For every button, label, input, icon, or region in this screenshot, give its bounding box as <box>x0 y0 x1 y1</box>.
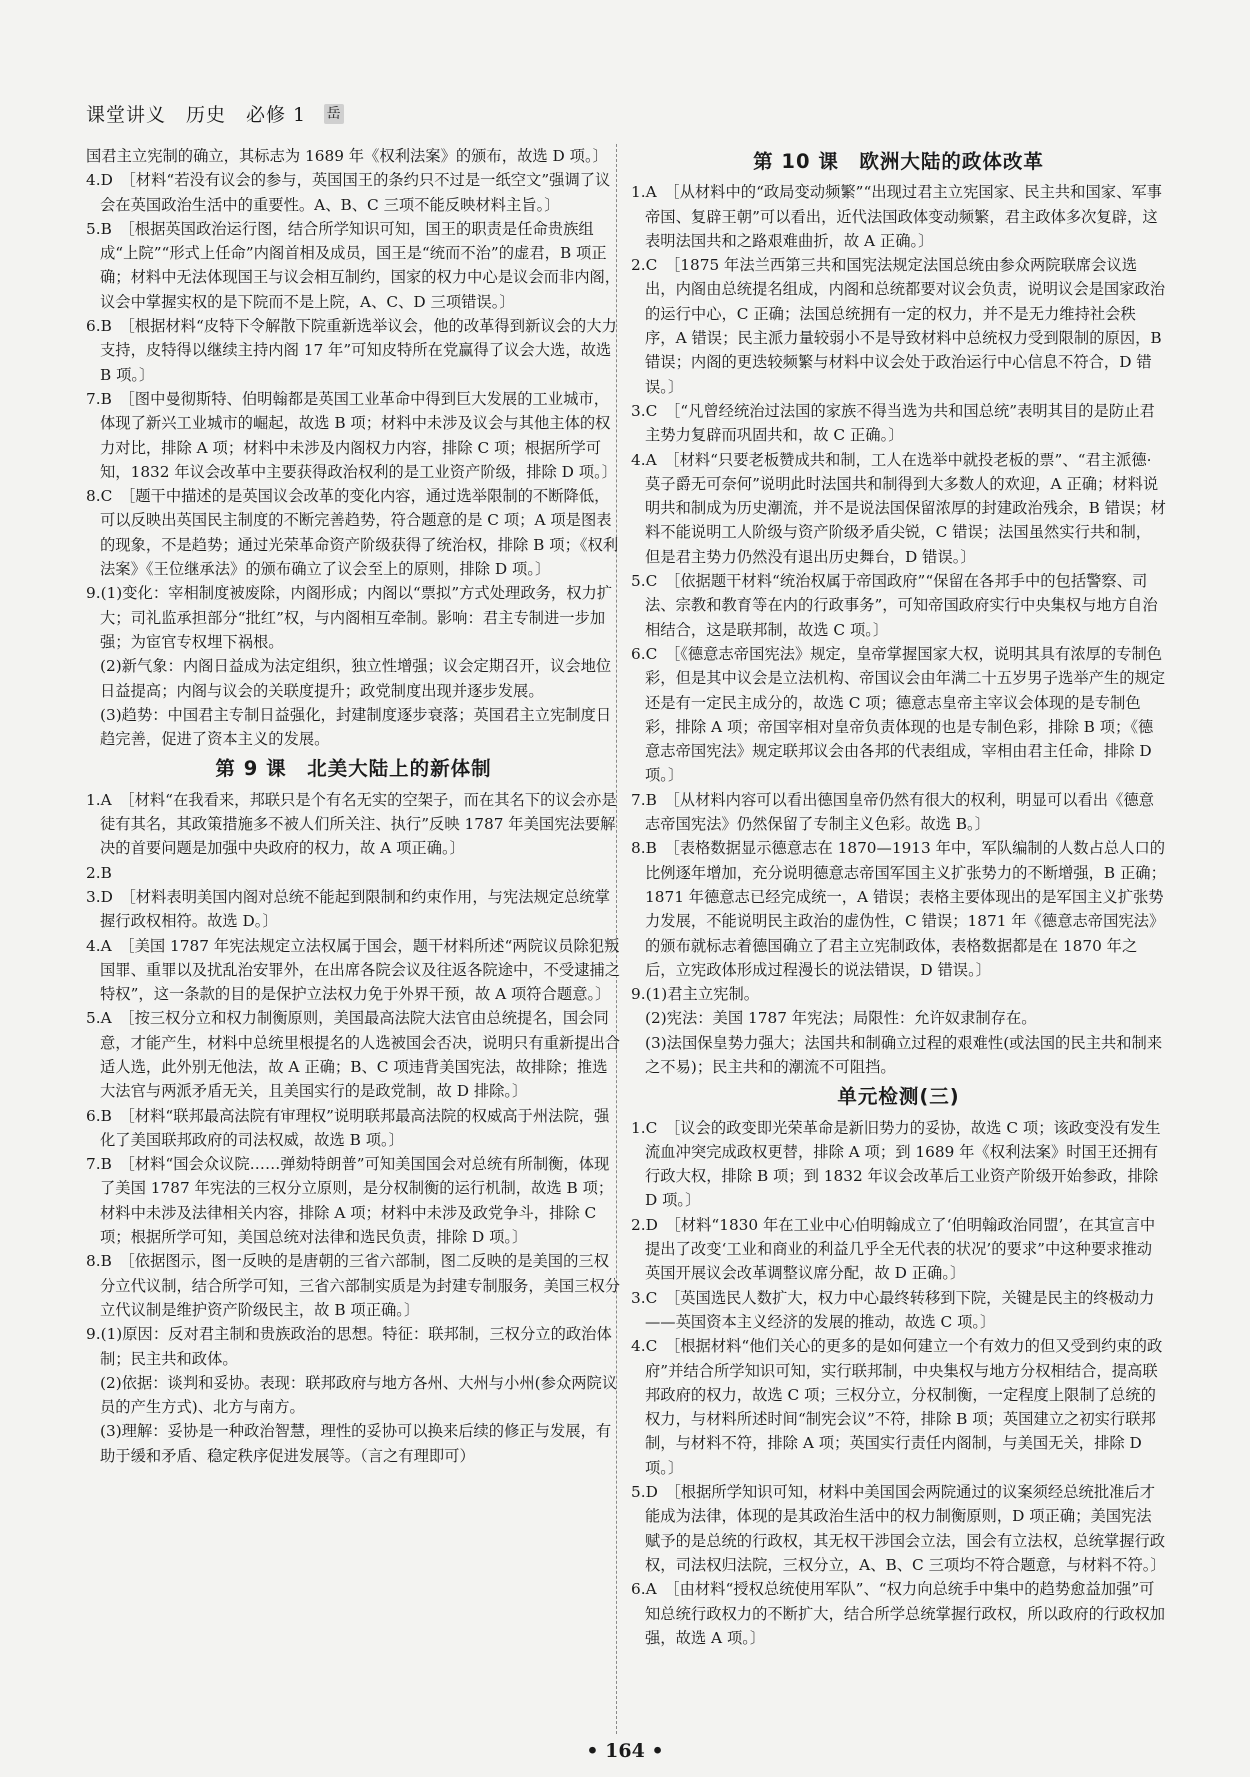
answer-subitem: (2)宪法：美国 1787 年宪法；局限性：允许奴隶制存在。 <box>645 1009 1037 1028</box>
answer-item: 8.B ［依据图示，图一反映的是唐朝的三省六部制，图二反映的是美国的三权分立代议制，结合所学可知，三省六部制实质是为封建专制服务，美国三权分立代议制是维护资产阶级民主，故 B 项正确。〕 <box>86 1252 621 1319</box>
answer-item: 3.C ［“凡曾经统治过法国的家族不得当选为共和国总统”表明其目的是防止君主势力复辟而巩固共和，故 C 正确。〕 <box>631 401 1155 445</box>
section-title-lesson-10: 第 10 课 欧洲大陆的政体改革 <box>753 150 1044 173</box>
answer-item: 4.A ［美国 1787 年宪法规定立法权属于国会，题干材料所述“两院议员除犯叛国罪、重罪以及扰乱治安罪外，在出席各院会议及往返各院途中，不受逮捕之特权”，这一条款的目的是保护立法权力免于外界干预，故 A 项符合题意。〕 <box>86 936 621 1004</box>
answer-item: 1.A ［材料“在我看来，邦联只是个有名无实的空架子，而在其名下的议会亦是徒有其名，其政策措施多不被人们所关注、执行”反映 1787 年美国宪法要解决的首要问题是加强中央政府的权力，故 A 项正确。〕 <box>86 790 617 858</box>
page-header <box>86 100 344 127</box>
answer-item: 7.B ［材料“国会众议院……弹劾特朗普”可知美国国会对总统有所制衡，体现了美国 1787 年宪法的三权分立原则，是分权制衡的运行机制，故选 B 项；材料中未涉及法律相关内容，排除 A 项；材料中未涉及政党争斗，排除 C 项；根据所学可知，美国总统对法律和选民负责，排除 D 项。〕 <box>86 1155 614 1247</box>
answer-item: 7.B ［图中曼彻斯特、伯明翰都是英国工业革命中得到巨大发展的工业城市，体现了新兴工业城市的崛起，故选 B 项；材料中未涉及议会与其他主体的权力对比，排除 A 项；材料中未涉及内阁权力内容，排除 C 项；根据所学可知，1832 年议会改革中主要获得政治权利的是工业资产阶级，排除 D 项。〕 <box>86 389 618 481</box>
answer-item: 5.B ［根据英国政治运行图，结合所学知识可知，国王的职责是任命贵族组成“上院”“形式上任命”内阁首相及成员，国王是“统而不治”的虚君，B 项正确；材料中无法体现国王与议会相互制约，国家的权力中心是议会而非内阁，议会中掌握实权的是下院而不是上院，A、C、D 三项错误。〕 <box>86 219 621 311</box>
answer-item: 2.B <box>86 863 112 882</box>
answer-subitem: (3)理解：妥协是一种政治智慧，理性的妥协可以换来后续的修正与发展，有助于缓和矛盾、稳定秩序促进发展等。（言之有理即可） <box>100 1422 612 1465</box>
answer-item: 6.C ［《德意志帝国宪法》规定，皇帝掌握国家大权，说明其具有浓厚的专制色彩，但是其中议会是立法机构、帝国议会由年满二十五岁男子选举产生的规定还是有一定民主成分的，故选 C 项；德意志皇帝主宰议会体现的是专制色彩，排除 A 项；帝国宰相对皇帝负责体现的也是专制色彩，排除 B 项；《德意志帝国宪法》规定联邦议会由各邦的代表组成，宰相由君主任命，排除 D 项。〕 <box>631 644 1166 785</box>
answer-item: 2.D ［材料“1830 年在工业中心伯明翰成立了‘伯明翰政治同盟’，在其宣言中提出了改变‘工业和商业的利益几乎全无代表的状况’的要求”中这种要求推动英国开展议会改革调整议席分配，故 D 正确。〕 <box>631 1215 1156 1283</box>
answer-item: 6.B ［材料“联邦最高法院有审理权”说明联邦最高法院的权威高于州法院，强化了美国联邦政府的司法权威，故选 B 项。〕 <box>86 1106 610 1149</box>
answer-subitem: (2)新气象：内阁日益成为法定组织，独立性增强；议会定期召开，议会地位日益提高；内阁与议会的关联度提升；政党制度出现并逐步发展。 <box>100 657 612 700</box>
answer-subitem: (3)法国保皇势力强大；法国共和制确立过程的艰难性(或法国的民主共和制来之不易)；民主共和的潮流不可阻挡。 <box>645 1033 1163 1076</box>
answer-subitem: (2)依据：谈判和妥协。表现：联邦政府与地方各州、大州与小州(参众两院议员的产生方式)、北方与南方。 <box>100 1373 618 1417</box>
edition-badge: 岳 <box>324 104 344 124</box>
answer-item: 国君主立宪制的确立，其标志为 1689 年《权利法案》的颁布，故选 D 项。〕 <box>86 147 608 165</box>
answer-item: 1.A ［从材料中的“政局变动频繁”“出现过君主立宪国家、民主共和国家、军事帝国、复辟王朝”可以看出，近代法国政体变动频繁，君主政体多次复辟，这表明法国共和之路艰难曲折，故 A 正确。〕 <box>631 183 1162 250</box>
answer-item: 3.C ［英国选民人数扩大，权力中心最终转移到下院，关键是民主的终极动力——英国资本主义经济的发展的推动，故选 C 项。〕 <box>631 1288 1155 1331</box>
answer-item: 8.C ［题干中描述的是英国议会改革的变化内容，通过选举限制的不断降低，可以反映出英国民主制度的不断完善趋势，符合题意的是 C 项；A 项是图表的现象，不是趋势；通过光荣革命资产阶级获得了统治权，排除 B 项；《权利法案》《王位继承法》的颁布确立了议会至上的原则，排除 D 项。〕 <box>86 487 619 579</box>
answer-item: 9.(1)君主立宪制。 <box>631 985 760 1004</box>
answer-subitem: (3)趋势：中国君主专制日益强化，封建制度逐步衰落；英国君主立宪制度日趋完善，促进了资本主义的发展。 <box>100 705 612 749</box>
page-number: • 164 • <box>586 1740 664 1762</box>
answer-item: 5.C ［依据题干材料“统治权属于帝国政府”“保留在各邦手中的包括警察、司法、宗教和教育等在内的行政事务”，可知帝国政府实行中央集权与地方自治相结合，这是联邦制，故选 C 项。〕 <box>631 572 1158 639</box>
left-column <box>86 144 621 1468</box>
answer-item: 6.A ［由材料“授权总统使用军队”、“权力向总统手中集中的趋势愈益加强”可知总统行政权力的不断扩大，结合所学总统掌握行政权，所以政府的行政权加强，故选 A 项。〕 <box>631 1580 1166 1647</box>
answer-item: 2.C ［1875 年法兰西第三共和国宪法规定法国总统由参众两院联席会议选出，内阁由总统提名组成，内阁和总统都要对议会负责，说明议会是国家政治的运行中心，C 正确；法国总统拥有一定的权力，并不是无力维持社会秩序，A 错误；民主派力量较弱小不是导致材料中总统权力受到限制的原因，B 错误；内阁的更迭较频繁与材料中议会处于政治运行中心信息不符合，D 错误。〕 <box>631 256 1166 396</box>
answer-item: 7.B ［从材料内容可以看出德国皇帝仍然有很大的权利，明显可以看出《德意志帝国宪法》仍然保留了专制主义色彩。故选 B。〕 <box>631 790 1154 834</box>
answer-item: 4.C ［根据材料“他们关心的更多的是如何建立一个有效力的但又受到约束的政府”并结合所学知识可知，实行联邦制，中央集权与地方分权相结合，提高联邦政府的权力，故选 C 项；三权分立，分权制衡，一定程度上限制了总统的权力，与材料所述时间“制宪会议”不符，排除 B 项；英国建立之初实行联邦制，与材料不符，排除 A 项；英国实行责任内阁制，与美国无关，排除 D 项。〕 <box>631 1337 1163 1477</box>
answer-item: 9.(1)变化：宰相制度被废除，内阁形成；内阁以“票拟”方式处理政务，权力扩大；司礼监承担部分“批红”权，与内阁相互牵制。影响：君主专制进一步加强；为宦官专权埋下祸根。 <box>86 584 613 651</box>
header-text: 课堂讲义 历史 必修 1 <box>86 104 307 126</box>
answer-item: 5.D ［根据所学知识可知，材料中美国国会两院通过的议案须经总统批准后才能成为法律，体现的是其政治生活中的权力制衡原则，D 项正确；美国宪法赋予的是总统的行政权，其无权干涉国会立法，国会有立法权，总统掌握行政权，司法权归法院，三权分立，A、B、C 三项均不符合题意，与材料不符。〕 <box>631 1483 1166 1574</box>
answer-item: 8.B ［表格数据显示德意志在 1870—1913 年中，军队编制的人数占总人口的比例逐年增加，充分说明德意志帝国军国主义扩张势力的不断增强，B 正确；1871 年德意志已经完成统一，A 错误；表格主要体现出的是军国主义扩张势力发展，不能说明民主政治的虚伪性，C 错误；1871 年《德意志帝国宪法》的颁布就标志着德国确立了君主立宪制政体，表格数据都是在 1870 年之后，立宪政体形成过程漫长的说法错误，D 错误。〕 <box>631 839 1166 979</box>
right-column <box>631 144 1166 1650</box>
answer-item: 4.D ［材料“若没有议会的参与，英国国王的条约只不过是一纸空文”强调了议会在英国政治生活中的重要性。A、B、C 三项不能反映材料主旨。〕 <box>86 171 611 214</box>
section-title-lesson-9: 第 9 课 北美大陆上的新体制 <box>215 757 492 781</box>
answer-item: 5.A ［按三权分立和权力制衡原则，美国最高法院大法官由总统提名，国会同意，才能产生，材料中总统里根提名的人选被国会否决，说明只有重新提出合适人选，此外别无他法，故 A 正确；B、C 项违背美国宪法，故排除；推选大法官与两派矛盾无关，且美国实行的是政党制，故 D 排除。〕 <box>86 1009 621 1101</box>
answer-item: 1.C ［议会的政变即光荣革命是新旧势力的妥协，故选 C 项；该政变没有发生流血冲突完成政权更替，排除 A 项；到 1689 年《权利法案》时国王还拥有行政大权，排除 B 项；到 1832 年议会改革后工业资产阶级开始参政，排除 D 项。〕 <box>631 1118 1161 1210</box>
section-title-unit-test: 单元检测(三) <box>837 1085 960 1109</box>
answer-item: 4.A ［材料“只要老板赞成共和制，工人在选举中就投老板的票”、“君主派德·莫子爵无可奈何”说明此时法国共和制得到大多数人的欢迎，A 正确；材料说明共和制成为历史潮流，并不是说法国保留浓厚的封建政治残余，B 错误；材料不能说明工人阶级与资产阶级矛盾尖锐，C 错误；法国虽然实行共和制，但是君主势力仍然没有退出历史舞台，D 错误。〕 <box>631 450 1166 566</box>
answer-item: 3.D ［材料表明美国内阁对总统不能起到限制和约束作用，与宪法规定总统掌握行政权相符。故选 D。〕 <box>86 887 611 931</box>
answer-item: 9.(1)原因：反对君主制和贵族政治的思想。特征：联邦制，三权分立的政治体制；民主共和政体。 <box>86 1325 612 1368</box>
answer-item: 6.B ［根据材料“皮特下令解散下院重新选举议会，他的改革得到新议会的大力支持，皮特得以继续主持内阁 17 年”可知皮特所在党赢得了议会大选，故选 B 项。〕 <box>86 317 617 384</box>
